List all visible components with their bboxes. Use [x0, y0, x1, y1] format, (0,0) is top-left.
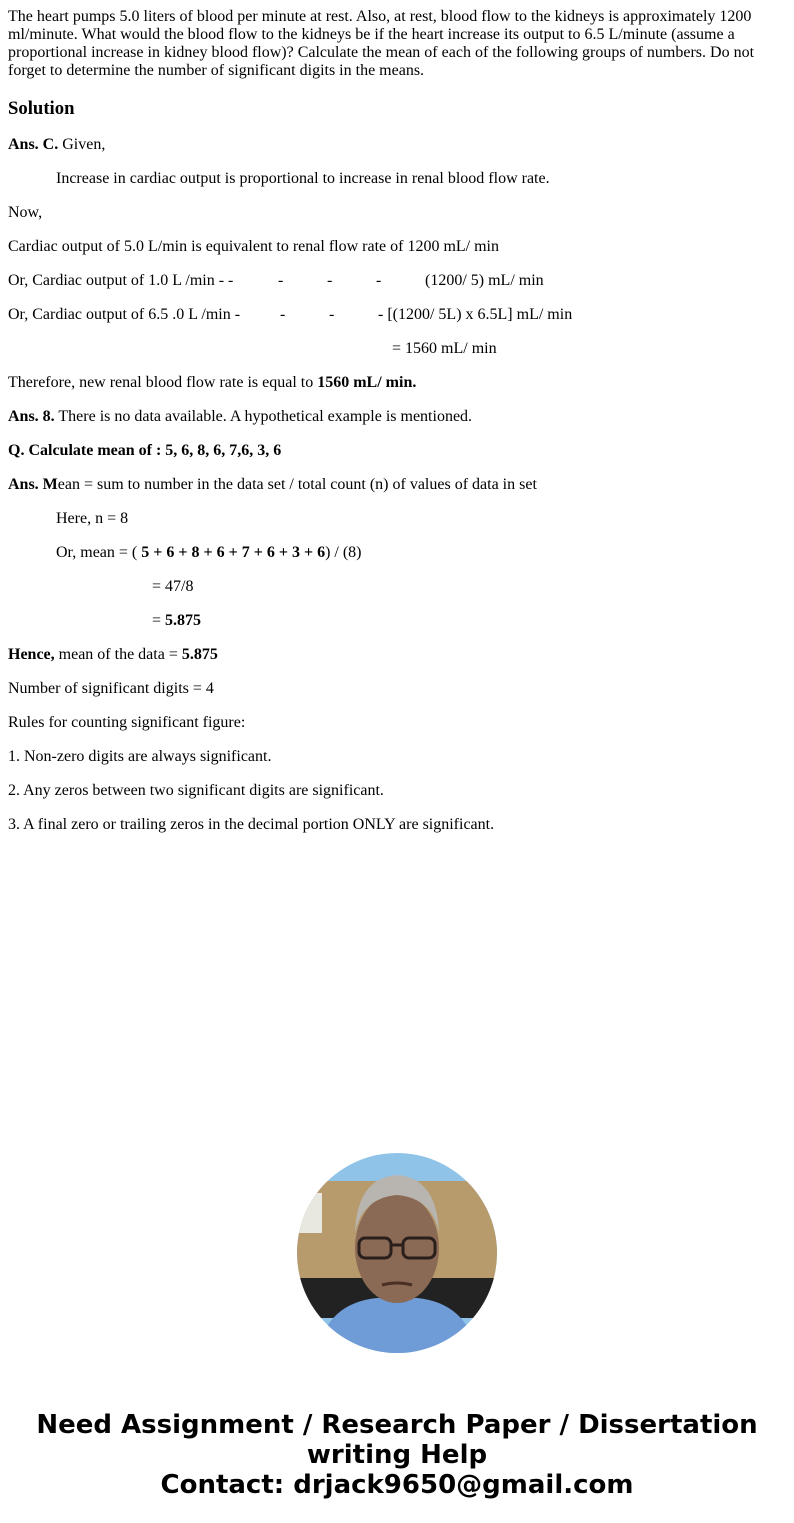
mean-eq-prefix: Or, mean = (: [56, 544, 142, 561]
dash: -: [278, 272, 284, 289]
dash: -: [280, 306, 286, 323]
ans-c-label: Ans. C.: [8, 136, 59, 153]
eq-result-prefix: =: [152, 612, 166, 629]
rule-2: 2. Any zeros between two significant digits are significant.: [8, 782, 384, 799]
ans-8: [8, 408, 786, 426]
footer-line-2: writing Help: [306, 1440, 488, 1470]
rule-3: 3. A final zero or trailing zeros in the decimal portion ONLY are significant.: [8, 816, 495, 833]
dash: -: [376, 272, 382, 289]
ans-8-text: There is no data available. A hypothetical example is mentioned.: [54, 408, 473, 425]
dash: -: [327, 272, 333, 289]
therefore-text: Therefore, new renal blood flow rate is equal to: [8, 374, 318, 391]
author-photo: [297, 1153, 497, 1353]
ans-mean-label: Ans. M: [8, 476, 58, 493]
cardiac-1-text: Or, Cardiac output of 1.0 L /min - -: [8, 272, 234, 289]
ans-mean: [8, 476, 786, 494]
therefore-value: 1560 mL/ min.: [317, 374, 417, 391]
question-mean-text: Q. Calculate mean of : 5, 6, 8, 6, 7,6, 3, 6: [8, 442, 282, 459]
eq-result-value: 5.875: [165, 612, 202, 629]
footer-contact: Contact: drjack9650@gmail.com: [160, 1470, 634, 1500]
hence-line: [8, 646, 786, 664]
mean-eq-sum: 5 + 6 + 8 + 6 + 7 + 6 + 3 + 6: [141, 544, 326, 561]
therefore-line: [8, 374, 786, 392]
eq-result: [8, 612, 786, 630]
cardiac-1-result: (1200/ 5) mL/ min: [425, 272, 544, 289]
footer-banner: [0, 1410, 794, 1500]
here-n: Here, n = 8: [56, 510, 129, 527]
significant-digits: Number of significant digits = 4: [8, 680, 214, 697]
hence-value: 5.875: [181, 646, 218, 663]
eq-47-8: = 47/8: [152, 578, 194, 595]
rules-title: Rules for counting significant figure:: [8, 714, 246, 731]
ans-c: [8, 136, 786, 154]
footer-line-1: Need Assignment / Research Paper / Dissertation: [36, 1410, 758, 1440]
dash: -: [329, 306, 335, 323]
solution-heading: Solution: [8, 98, 75, 119]
cardiac-1-line: [8, 272, 786, 290]
cardiac-65-line: [8, 306, 786, 324]
now-text: Now,: [8, 204, 43, 221]
cardiac-65-text: Or, Cardiac output of 6.5 .0 L /min -: [8, 306, 241, 323]
ans-8-label: Ans. 8.: [8, 408, 55, 425]
hence-label: Hence,: [8, 646, 55, 663]
given-line: Increase in cardiac output is proportional to increase in renal blood flow rate.: [56, 170, 550, 187]
result-1560: = 1560 mL/ min: [392, 340, 497, 357]
question-mean: [8, 442, 786, 460]
question-text: The heart pumps 5.0 liters of blood per minute at rest. Also, at rest, blood flow to the kidneys is approximately 1200 ml/minute. What would the blood flow to the kidneys be if the heart increase its output to 6.5 L/minute (assume a proportional increase in kidney blood flow)? Calculate the mean of each of the following groups of numbers. Do not forget to determine the number of significant digits in the means.: [8, 8, 755, 79]
rule-1: 1. Non-zero digits are always significant.: [8, 748, 272, 765]
mean-eq-suffix: ) / (8): [325, 544, 362, 561]
ans-c-text: Given,: [58, 136, 106, 153]
ans-mean-text: ean = sum to number in the data set / total count (n) of values of data in set: [57, 476, 537, 493]
cardiac-65-formula: - [(1200/ 5L) x 6.5L] mL/ min: [378, 306, 573, 323]
mean-equation: [8, 544, 786, 562]
hence-text: mean of the data =: [54, 646, 182, 663]
cardiac-5-line: Cardiac output of 5.0 L/min is equivalent to renal flow rate of 1200 mL/ min: [8, 238, 499, 255]
